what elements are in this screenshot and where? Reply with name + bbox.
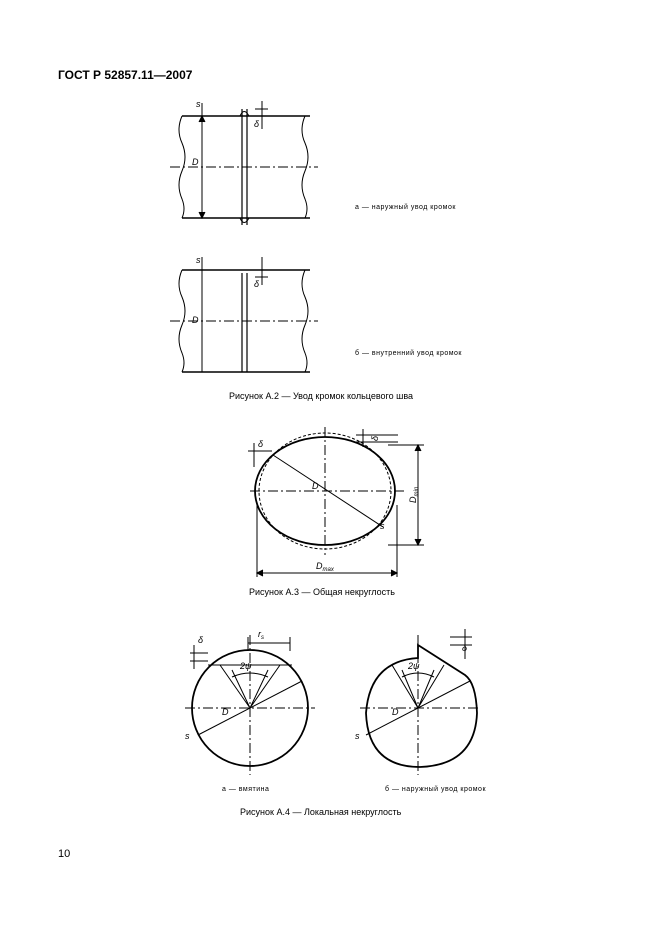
label-2psi-b: 2ψ (408, 661, 420, 671)
dim-rs (248, 637, 290, 651)
label-D-a: D (192, 157, 199, 167)
label-2psi-a: 2ψ (240, 661, 252, 671)
label-s-a4: s (185, 731, 190, 741)
figure-a2-caption: Рисунок А.2 — Увод кромок кольцевого шва (229, 391, 414, 401)
label-rs: $r_s$ (258, 629, 264, 641)
figure-a3-drawing (238, 425, 438, 580)
dim-delta-a4 (190, 645, 208, 669)
figure-a4-caption: Рисунок А.4 — Локальная некруглость (240, 807, 402, 817)
page-number: 10 (58, 848, 71, 860)
label-Dmin: $D_{min}$ (408, 486, 420, 503)
label-s-a: s (196, 99, 201, 109)
label-delta-a: δ (254, 119, 260, 129)
label-delta-left: δ (258, 439, 264, 449)
figure-a4-subcaption-a: а — вмятина (222, 786, 270, 793)
label-delta-right: δ (370, 435, 380, 441)
document-header: ГОСТ Р 52857.11—2007 (58, 68, 193, 82)
figure-a3-caption: Рисунок А.3 — Общая некруглость (249, 587, 395, 597)
label-delta-a4: δ (198, 635, 204, 645)
label-s-b4: s (355, 731, 360, 741)
figure-a2-subcaption-a: а — наружный увод кромок (355, 204, 456, 211)
label-s-b: s (196, 255, 201, 265)
label-D-b: D (192, 315, 199, 325)
label-Dmax: $D_{max}$ (316, 561, 334, 573)
figure-a4-subcaption-b: б — наружный увод кромок (385, 786, 487, 793)
label-s: s (380, 521, 385, 531)
label-D-b4: D (392, 707, 399, 717)
figure-a2-subcaption-b: б — внутренний увод кромок (355, 350, 462, 357)
figure-a4-drawing (180, 625, 480, 780)
label-D-a4: D (222, 707, 229, 717)
figure-a2-drawing (170, 95, 320, 380)
label-D: D (312, 481, 319, 491)
weld-seam-b (242, 273, 247, 372)
label-delta-b4: δ (462, 643, 468, 653)
label-delta-b: δ (254, 279, 260, 289)
dim-delta-b4 (450, 629, 472, 659)
